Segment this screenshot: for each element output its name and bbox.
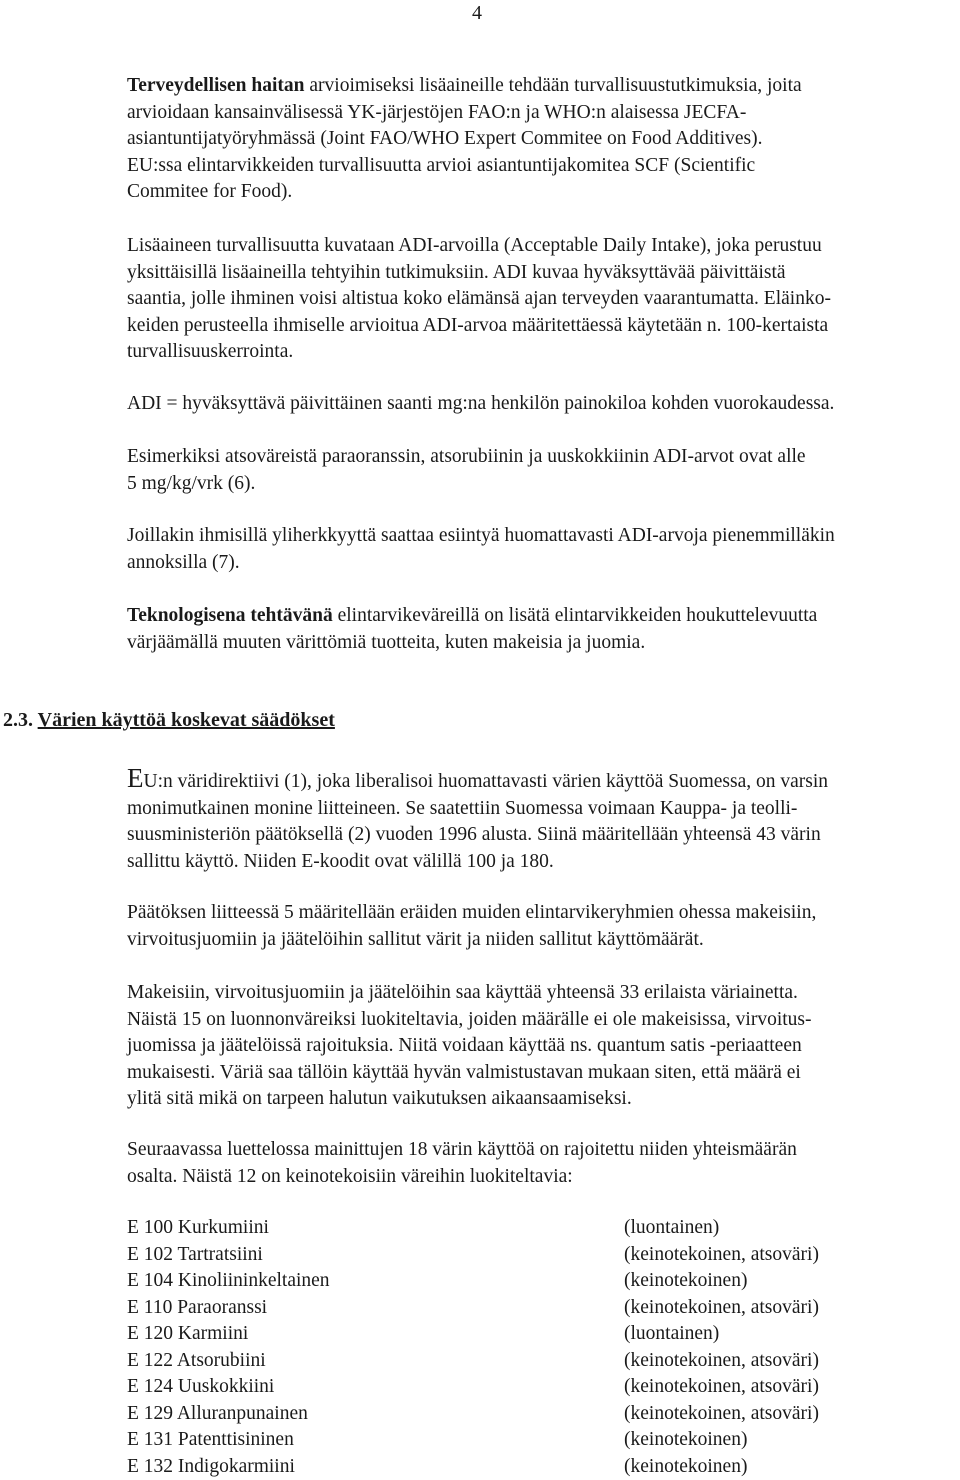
paragraph-technological-role	[127, 603, 960, 656]
bold-term: Teknologisena tehtävänä	[127, 605, 333, 626]
paragraph-text: U:n väridirektiivi (1), joka liberalisoi huomattavasti värien käyttöä Suomessa, on varsin	[143, 771, 829, 792]
list-item	[127, 1321, 867, 1348]
paragraph-line: Lisäaineen turvallisuutta kuvataan ADI-arvoilla (Acceptable Daily Intake), joka perustuu	[127, 235, 822, 256]
paragraph-adi-example	[127, 444, 960, 497]
paragraph-line: Makeisiin, virvoitusjuomiin ja jäätelöihin saa käyttää yhteensä 33 erilaista väriainetta.	[127, 982, 798, 1003]
paragraph-line: virvoitusjuomiin ja jäätelöihin sallitut värit ja niiden sallitut käyttömäärät.	[127, 928, 704, 950]
color-list	[127, 1215, 867, 1480]
paragraph-line: Päätöksen liitteessä 5 määritellään eräiden muiden elintarvikeryhmien ohessa makeisiin,	[127, 902, 817, 923]
color-name: E 102 Tartratsiini	[127, 1243, 263, 1265]
color-type: (keinotekoinen)	[624, 1429, 748, 1450]
paragraph-line: arvioidaan kansainvälisessä YK-järjestöjen FAO:n ja WHO:n alaisessa JECFA-	[127, 101, 747, 123]
color-name: E 122 Atsorubiini	[127, 1349, 266, 1371]
color-name: E 124 Uuskokkiini	[127, 1376, 275, 1397]
list-item	[127, 1242, 867, 1269]
paragraph-line	[127, 765, 960, 796]
color-name: E 100 Kurkumiini	[127, 1217, 269, 1238]
paragraph-line: juomissa ja jäätelöissä rajoituksia. Niitä voidaan käyttää ns. quantum satis -periaatteen	[127, 1035, 802, 1056]
paragraph-color-directive	[127, 765, 960, 875]
list-item	[127, 1427, 867, 1454]
paragraph-line: ADI = hyväksyttävä päivittäinen saanti mg:na henkilön painokiloa kohden vuorokaudessa.	[127, 393, 835, 414]
color-type: (keinotekoinen, atsoväri)	[624, 1349, 819, 1371]
color-type: (luontainen)	[624, 1217, 720, 1238]
paragraph-restricted-list-intro	[127, 1137, 960, 1190]
paragraph-line	[127, 73, 960, 100]
section-heading	[3, 707, 335, 734]
paragraph-line: yksittäisillä lisäaineilla tehtyihin tutkimuksiin. ADI kuvaa hyväksyttävää päivittäistä	[127, 261, 786, 283]
paragraph-health-hazard	[127, 73, 960, 206]
paragraph-line: Seuraavassa luettelossa mainittujen 18 värin käyttöä on rajoitettu niiden yhteismäärän	[127, 1139, 797, 1160]
list-item	[127, 1215, 867, 1242]
paragraph-line: Esimerkiksi atsoväreistä paraoranssin, atsorubiinin ja uuskokkiinin ADI-arvot ovat alle	[127, 446, 806, 467]
paragraph-line: monimutkainen monine liitteineen. Se saatettiin Suomessa voimaan Kauppa- ja teolli-	[127, 797, 798, 819]
list-item	[127, 1348, 867, 1375]
color-type: (keinotekoinen, atsoväri)	[624, 1243, 819, 1265]
paragraph-text: elintarvikeväreillä on lisätä elintarvikkeiden houkuttelevuutta	[332, 605, 818, 626]
list-item	[127, 1374, 867, 1401]
color-type: (keinotekoinen, atsoväri)	[624, 1296, 819, 1318]
drop-cap: E	[127, 763, 144, 793]
list-item	[127, 1295, 867, 1322]
paragraph-line: ylitä sitä mikä on tarpeen halutun vaikutuksen aikaansaamiseksi.	[127, 1088, 632, 1109]
paragraph-adi-description	[127, 233, 960, 366]
section-number: 2.3.	[3, 709, 38, 731]
color-type: (keinotekoinen, atsoväri)	[624, 1376, 819, 1397]
paragraph-line: Näistä 15 on luonnonväreiksi luokiteltavia, joiden määrälle ei ole makeisissa, virvoitus-	[127, 1008, 812, 1030]
list-item	[127, 1454, 867, 1480]
paragraph-line: saantia, jolle ihminen voisi altistua koko elämänsä ajan terveyden vaarantumatta. Eläinko-	[127, 288, 831, 309]
color-name: E 110 Paraoranssi	[127, 1296, 268, 1318]
color-type: (luontainen)	[624, 1323, 720, 1344]
color-name: E 120 Karmiini	[127, 1323, 249, 1344]
paragraph-line	[127, 603, 960, 630]
paragraph-text: arvioimiseksi lisäaineille tehdään turvallisuustutkimuksia, joita	[304, 75, 802, 96]
color-name: E 132 Indigokarmiini	[127, 1455, 295, 1477]
paragraph-line: turvallisuuskerrointa.	[127, 341, 294, 362]
paragraph-line: osalta. Näistä 12 on keinotekoisiin väreihin luokiteltavia:	[127, 1165, 573, 1187]
paragraph-sweets	[127, 980, 960, 1113]
section-title: Värien käyttöä koskevat säädökset	[37, 709, 335, 731]
color-name: E 129 Alluranpunainen	[127, 1402, 308, 1424]
paragraph-line: mukaisesti. Väriä saa tällöin käyttää hyvän valmistustavan mukaan siten, että määrä ei	[127, 1061, 801, 1083]
paragraph-line: 5 mg/kg/vrk (6).	[127, 472, 256, 494]
paragraph-hypersensitivity	[127, 523, 960, 576]
paragraph-line: annoksilla (7).	[127, 551, 240, 573]
paragraph-line: suusministeriön päätöksellä (2) vuoden 1996 alusta. Siinä määritellään yhteensä 43 värin	[127, 824, 821, 845]
paragraph-line: Joillakin ihmisillä yliherkkyyttä saattaa esiintyä huomattavasti ADI-arvoja pienemmilläkin	[127, 525, 835, 546]
paragraph-line: keiden perusteella ihmiselle arvioitua ADI-arvoa määritettäessä käytetään n. 100-kertaista	[127, 314, 829, 336]
paragraph-line: Commitee for Food).	[127, 181, 293, 202]
paragraph-annex	[127, 900, 960, 953]
color-type: (keinotekoinen, atsoväri)	[624, 1402, 819, 1424]
color-type: (keinotekoinen)	[624, 1455, 748, 1477]
page-number: 4	[472, 2, 482, 24]
list-item	[127, 1268, 867, 1295]
color-name: E 131 Patenttisininen	[127, 1429, 294, 1450]
color-name: E 104 Kinoliininkeltainen	[127, 1270, 330, 1291]
paragraph-line: värjäämällä muuten värittömiä tuotteita, kuten makeisia ja juomia.	[127, 631, 646, 653]
list-item	[127, 1401, 867, 1428]
paragraph-line: EU:ssa elintarvikkeiden turvallisuutta arvioi asiantuntijakomitea SCF (Scientific	[127, 154, 756, 176]
paragraph-line: asiantuntijatyöryhmässä (Joint FAO/WHO Expert Commitee on Food Additives).	[127, 128, 763, 149]
bold-term: Terveydellisen haitan	[127, 75, 305, 96]
color-type: (keinotekoinen)	[624, 1270, 748, 1291]
paragraph-line: sallittu käyttö. Niiden E-koodit ovat välillä 100 ja 180.	[127, 850, 554, 872]
paragraph-adi-definition	[127, 391, 960, 418]
